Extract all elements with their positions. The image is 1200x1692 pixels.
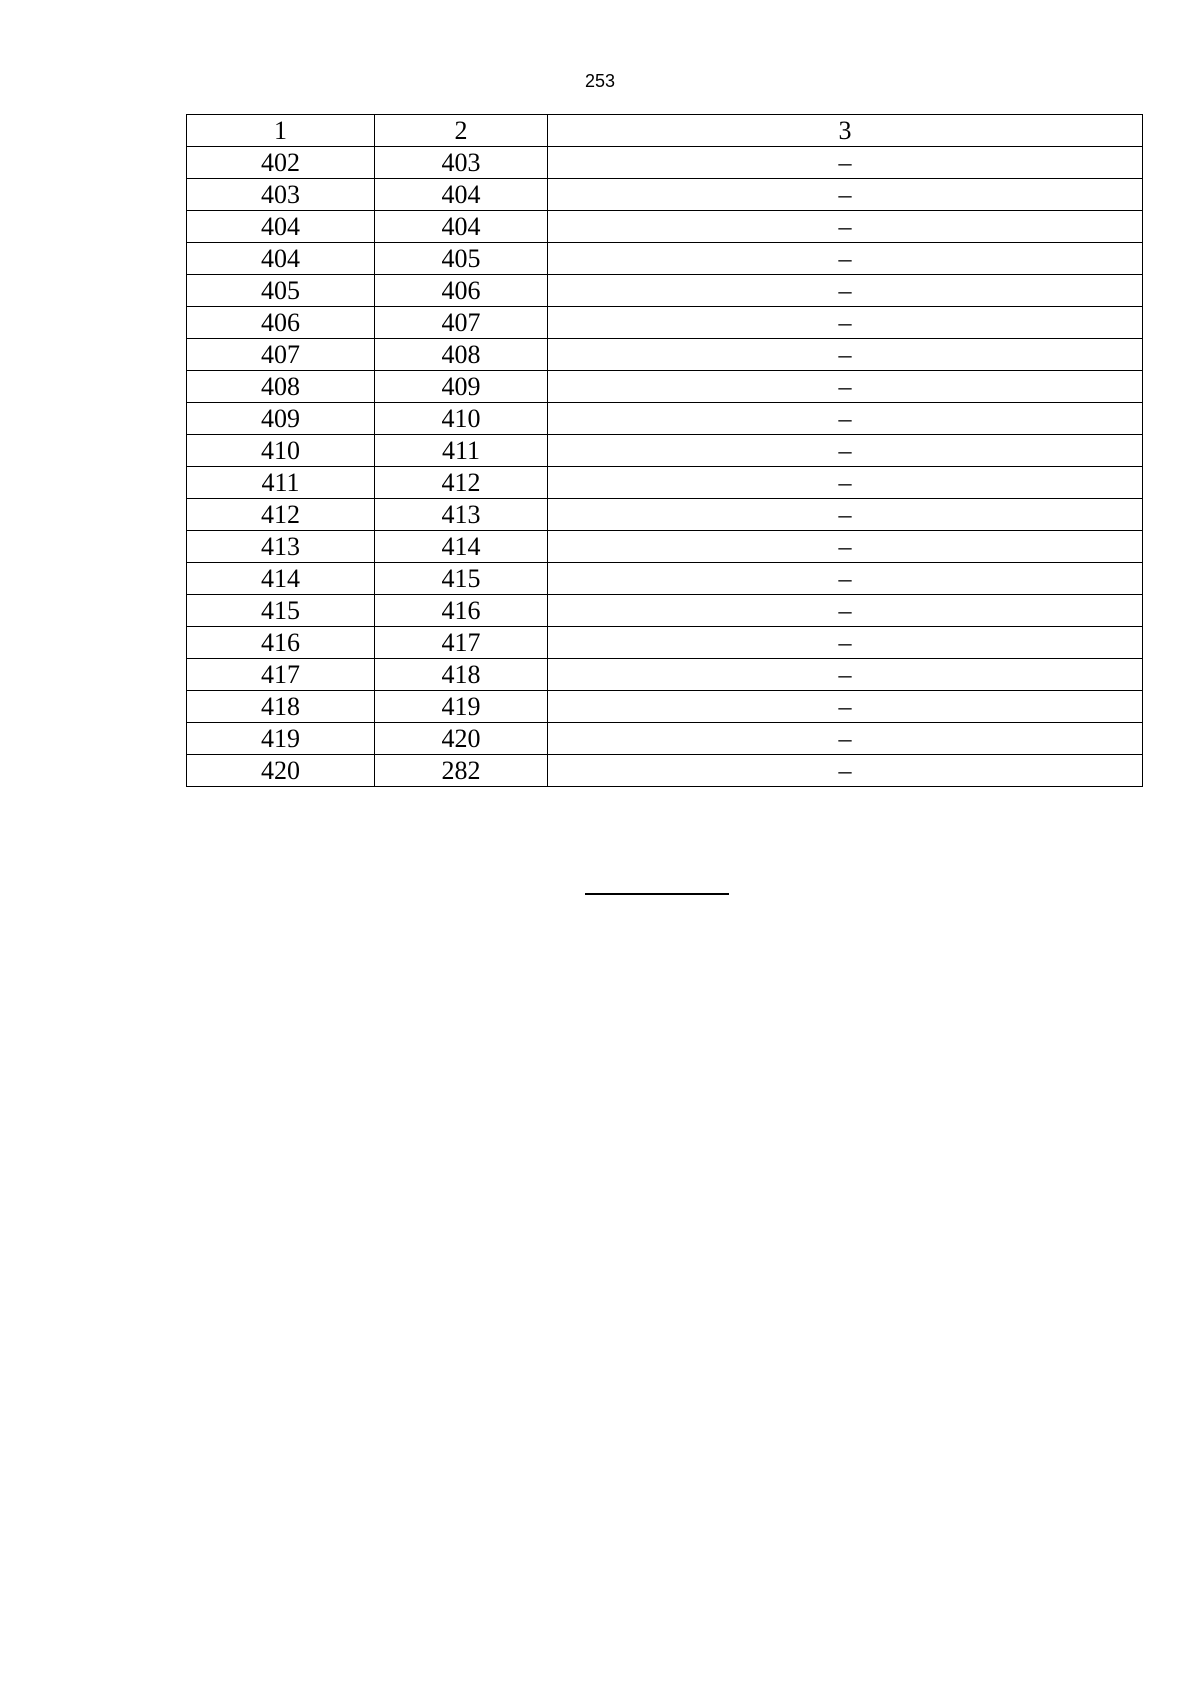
page-number: 253 [584, 71, 616, 91]
table-row [187, 531, 1143, 563]
table-row [187, 147, 1143, 179]
table-row [187, 339, 1143, 371]
table-cell-col-2: 408 [375, 339, 548, 371]
table-cell-col-1: 419 [187, 723, 375, 755]
table-cell-col-3: – [548, 403, 1143, 435]
table-row [187, 723, 1143, 755]
table-row [187, 691, 1143, 723]
table-cell-col-1: 408 [187, 371, 375, 403]
table-cell-col-1: 404 [187, 243, 375, 275]
table-cell-col-2: 410 [375, 403, 548, 435]
table-row [187, 275, 1143, 307]
table-cell-col-2: 404 [375, 211, 548, 243]
table-cell-col-3: – [548, 627, 1143, 659]
table-cell-col-1: 414 [187, 563, 375, 595]
table-row [187, 243, 1143, 275]
table-cell-col-2: 411 [375, 435, 548, 467]
table-cell-col-1: 411 [187, 467, 375, 499]
table-row [187, 467, 1143, 499]
table-cell-col-3: – [548, 531, 1143, 563]
table-cell-col-2: 282 [375, 755, 548, 787]
table-cell-col-2: 405 [375, 243, 548, 275]
table-cell-col-1: 418 [187, 691, 375, 723]
table-cell-col-3: – [548, 499, 1143, 531]
table-row [187, 371, 1143, 403]
table-row [187, 755, 1143, 787]
table-cell-col-3: – [548, 563, 1143, 595]
table-cell-col-1: 405 [187, 275, 375, 307]
table-cell-col-2: 407 [375, 307, 548, 339]
table-cell-col-1: 404 [187, 211, 375, 243]
table-cell-col-3: – [548, 275, 1143, 307]
table-cell-col-3: – [548, 691, 1143, 723]
table-cell-col-3: – [548, 659, 1143, 691]
table-cell-col-3: – [548, 211, 1143, 243]
table-cell-col-2: 414 [375, 531, 548, 563]
header-cell-2: 2 [375, 115, 548, 147]
table-row [187, 211, 1143, 243]
table-cell-col-3: – [548, 755, 1143, 787]
table-row [187, 307, 1143, 339]
table-cell-col-3: – [548, 243, 1143, 275]
table-row [187, 595, 1143, 627]
table-row [187, 179, 1143, 211]
table-cell-col-2: 418 [375, 659, 548, 691]
table-cell-col-1: 412 [187, 499, 375, 531]
table-cell-col-1: 415 [187, 595, 375, 627]
table-cell-col-1: 406 [187, 307, 375, 339]
table-cell-col-1: 416 [187, 627, 375, 659]
table-cell-col-1: 409 [187, 403, 375, 435]
table-row [187, 435, 1143, 467]
table-cell-col-1: 417 [187, 659, 375, 691]
table-cell-col-3: – [548, 467, 1143, 499]
table-row [187, 563, 1143, 595]
table-cell-col-2: 404 [375, 179, 548, 211]
table-cell-col-2: 403 [375, 147, 548, 179]
data-table [186, 114, 1143, 787]
table-row [187, 499, 1143, 531]
table-cell-col-3: – [548, 147, 1143, 179]
table-header-row [187, 115, 1143, 147]
table-cell-col-3: – [548, 595, 1143, 627]
table-row [187, 659, 1143, 691]
table-cell-col-1: 410 [187, 435, 375, 467]
table-cell-col-2: 409 [375, 371, 548, 403]
table-cell-col-2: 416 [375, 595, 548, 627]
table-row [187, 627, 1143, 659]
table-cell-col-1: 413 [187, 531, 375, 563]
table-cell-col-1: 402 [187, 147, 375, 179]
table-cell-col-2: 413 [375, 499, 548, 531]
table-cell-col-1: 407 [187, 339, 375, 371]
table-cell-col-1: 420 [187, 755, 375, 787]
table-cell-col-2: 406 [375, 275, 548, 307]
table-cell-col-2: 419 [375, 691, 548, 723]
table-cell-col-3: – [548, 307, 1143, 339]
table-cell-col-2: 420 [375, 723, 548, 755]
end-divider-line [585, 893, 729, 895]
header-cell-3: 3 [548, 115, 1143, 147]
table-cell-col-3: – [548, 723, 1143, 755]
table-cell-col-3: – [548, 179, 1143, 211]
table-cell-col-2: 412 [375, 467, 548, 499]
table-cell-col-3: – [548, 435, 1143, 467]
table-cell-col-3: – [548, 339, 1143, 371]
table-cell-col-2: 417 [375, 627, 548, 659]
table-cell-col-3: – [548, 371, 1143, 403]
table-body [187, 115, 1143, 787]
header-cell-1: 1 [187, 115, 375, 147]
table-cell-col-1: 403 [187, 179, 375, 211]
table-row [187, 403, 1143, 435]
table-cell-col-2: 415 [375, 563, 548, 595]
